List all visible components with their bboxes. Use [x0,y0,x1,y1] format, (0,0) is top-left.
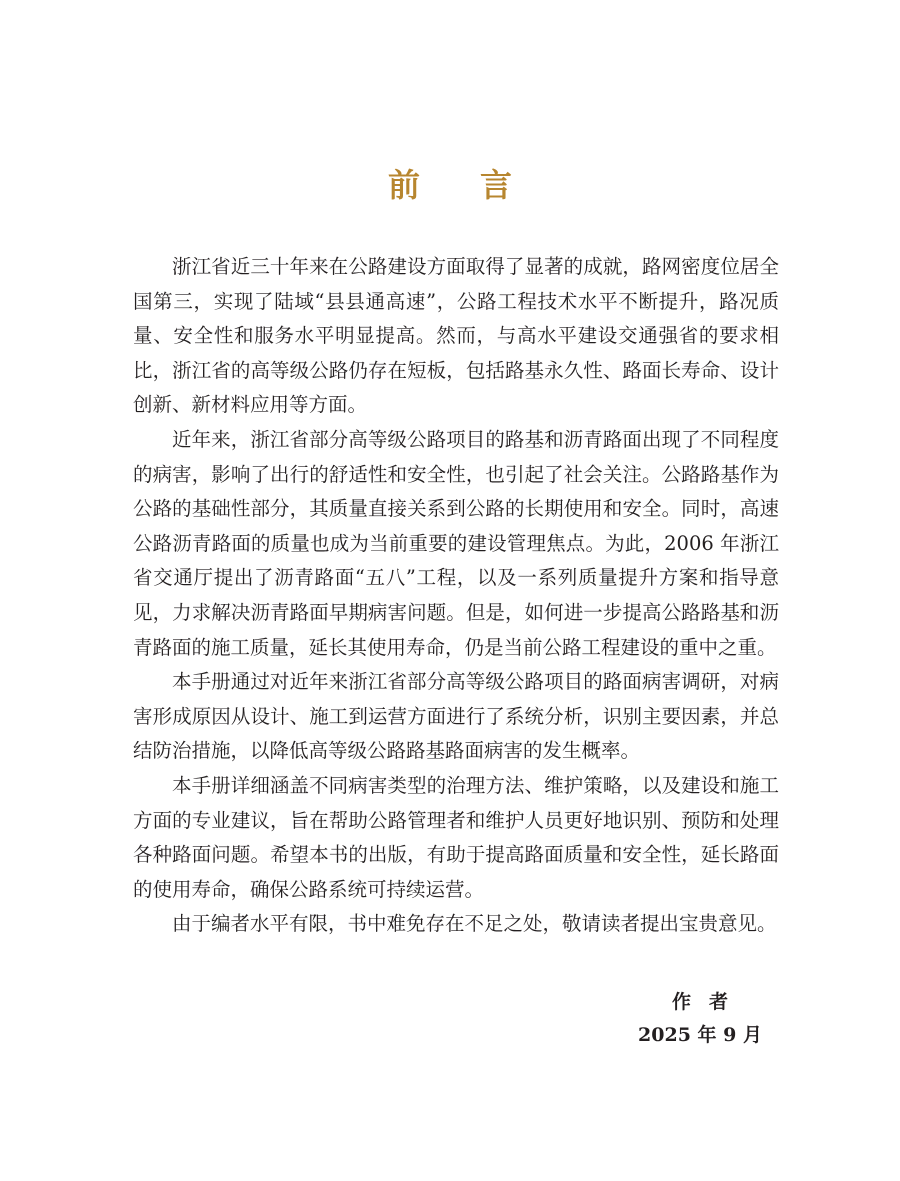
date-label: 2025 年 9 月 [638,1024,762,1046]
paragraph-2: 近年来，浙江省部分高等级公路项目的路基和沥青路面出现了不同程度的病害，影响了出行的舒适性和安全性，也引起了社会关注。公路路基作为公路的基础性部分，其质量直接关系到公路的长期使用和安全。同时，高速公路沥青路面的质量也成为当前重要的建设管理焦点。为此，2006 年浙江省交通厅提出了沥青路面“五八”工程，以及一系列质量提升方案和指导意见，力求解决沥青路面早期病害问题。但是，如何进一步提高公路路基和沥青路面的施工质量，延长其使用寿命，仍是当前公路工程建设的重中之重。 [133,427,779,659]
author-label: 作者 [672,991,747,1013]
preface-body [133,250,779,942]
paragraph-4: 本手册详细涵盖不同病害类型的治理方法、维护策略，以及建设和施工方面的专业建议，旨在帮助公路管理者和维护人员更好地识别、预防和处理各种路面问题。希望本书的出版，有助于提高路面质量和安全性，延长路面的使用寿命，确保公路系统可持续运营。 [133,773,779,901]
page-title: 前言 [387,166,572,204]
paragraph-3: 本手册通过对近年来浙江省部分高等级公路项目的路面病害调研，对病害形成原因从设计、施工到运营方面进行了系统分析，识别主要因素，并总结防治措施，以降低高等级公路路基路面病害的发生概率。 [133,670,779,763]
paragraph-1: 浙江省近三十年来在公路建设方面取得了显著的成就，路网密度位居全国第三，实现了陆域“县县通高速”，公路工程技术水平不断提升，路况质量、安全性和服务水平明显提高。然而，与高水平建设交通强省的要求相比，浙江省的高等级公路仍存在短板，包括路基永久性、路面长寿命、设计创新、新材料应用等方面。 [133,255,779,417]
signature-block [638,986,762,1052]
paragraph-5: 由于编者水平有限，书中难免存在不足之处，敬请读者提出宝贵意见。 [172,912,777,936]
